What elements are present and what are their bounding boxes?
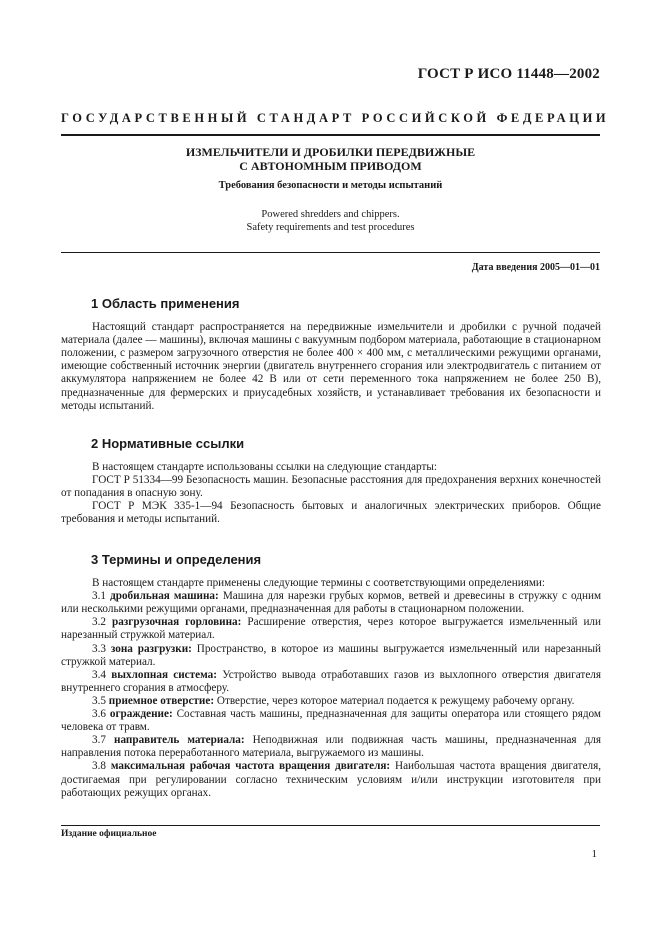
term-definition [61,734,601,760]
english-title-line-2: Safety requirements and test procedures [246,222,415,233]
term-name: выхлопная система: [111,668,217,681]
term-name: максимальная рабочая частота вращения двигателя: [110,760,391,773]
term-number: 3.6 [92,708,106,721]
reference-item: ГОСТ Р 51334—99 Безопасность машин. Безопасные расстояния для предохранения верхних конечностей от попадания в опасную зону. [61,474,601,500]
term-number: 3.7 [92,734,106,747]
section-paragraph: В настоящем стандарте применены следующие термины с соответствующими определениями: [92,577,546,590]
section-paragraph: В настоящем стандарте использованы ссылки на следующие стандарты: [92,461,437,474]
english-title-line-1: Powered shredders and chippers. [261,209,400,220]
term-definition [61,643,601,669]
footer-divider [61,825,600,826]
section-heading: 2 Нормативные ссылки [91,436,245,451]
section-paragraph: Настоящий стандарт распространяется на передвижные измельчители и дробилки с ручной подачей материала (далее — машины), включая машины с вакуумным подбором материала, работающие в стационарном положении, с размером загрузочного отверстия не более 400 × 400 мм, с металлическими режущими органами, имеющие собственный источник энергии (двигатель внутреннего сгорания или электродвигатель с питанием от аккумулятора напряжением не более 42 В или от сети переменного тока напряжением не более 250 В), предназначенные для фермерских и приусадебных хозяйств, и устанавливает требования их безопасности и методы испытаний. [61,321,601,412]
term-text: Неподвижная или подвижная часть машины, предназначенная для направления потока переработанного материала, выгружаемого из машины. [61,734,601,760]
document-code: ГОСТ Р ИСО 11448—2002 [417,66,600,82]
section-heading: 1 Область применения [91,296,240,311]
reference-item: ГОСТ Р МЭК 335-1—94 Безопасность бытовых и аналогичных электрических приборов. Общие требования и методы испытаний. [61,500,601,526]
term-name: ограждение: [109,708,173,721]
page-number: 1 [591,848,597,860]
standard-title-line-2: С АВТОНОМНЫМ ПРИВОДОМ [239,159,422,173]
term-number: 3.3 [92,642,106,655]
term-number: 3.2 [92,616,106,629]
section-terms-definitions [61,553,601,800]
term-text: Устройство вывода отработавших газов из выхлопного отверстия двигателя внутреннего сгорания в атмосферу. [61,668,602,694]
term-definition [61,616,601,642]
term-definition [61,590,601,616]
edition-label: Издание официальное [61,829,157,839]
standard-subtitle: Требования безопасности и методы испытаний [218,180,443,191]
term-name: направитель материала: [114,734,245,747]
standard-title [61,145,600,173]
term-name: разгрузочная горловина: [111,616,242,629]
term-text: Расширение отверстия, через которое выгружается измельченный или нарезанный стружкой материал. [61,616,601,642]
term-text: Пространство, в которое из машины выгружается измельченный или нарезанный стружкой материал. [61,642,602,668]
introduction-date: Дата введения 2005—01—01 [471,262,600,273]
section-heading: 3 Термины и определения [91,552,262,567]
standard-title-line-1: ИЗМЕЛЬЧИТЕЛИ И ДРОБИЛКИ ПЕРЕДВИЖНЫЕ [185,145,476,159]
top-divider [61,134,600,136]
section-normative-references [61,437,601,527]
term-number: 3.4 [92,668,106,681]
term-number: 3.1 [92,590,106,603]
term-number: 3.5 [92,694,106,707]
middle-divider [61,252,600,253]
term-number: 3.8 [92,760,106,773]
state-standard-title: ГОСУДАРСТВЕННЫЙ СТАНДАРТ РОССИЙСКОЙ ФЕДЕРАЦИИ [61,111,610,125]
term-text: Составная часть машины, предназначенная для защиты оператора или стоящего рядом человека от травм. [61,708,601,734]
term-name: приемное отверстие: [108,694,215,707]
term-text: Машина для нарезки грубых кормов, ветвей и древесины в стружку с одним или несколькими режущими органами, предназначенная для работы в стационарном положении. [61,590,602,616]
term-definition [61,695,601,708]
term-definition [61,669,601,695]
section-scope [61,297,601,413]
term-name: дробильная машина: [110,590,219,603]
term-definition [61,708,601,734]
term-text: Отверстие, через которое материал подается к режущему рабочему органу. [216,694,575,707]
term-text: Наибольшая частота вращения двигателя, достигаемая при регулировании согласно техническим условиям и/или инструкции изготовителя при работающих режущих органах. [61,760,602,799]
term-definition [61,760,601,799]
english-title [61,208,600,234]
term-name: зона разгрузки: [110,642,192,655]
